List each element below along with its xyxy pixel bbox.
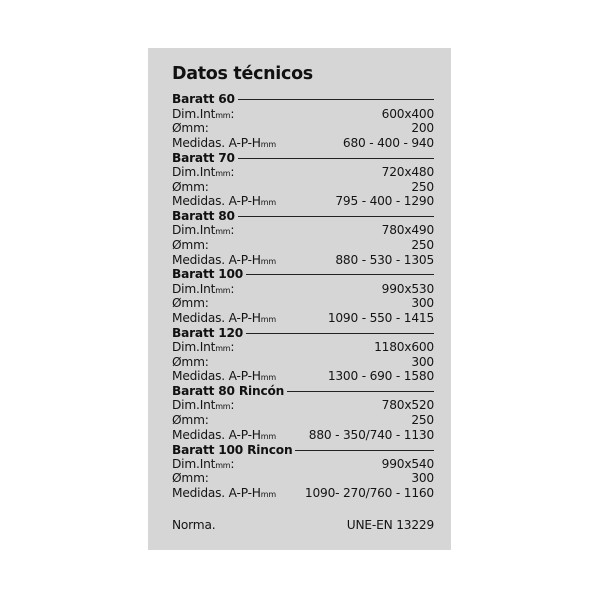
diameter-value: 300 xyxy=(411,296,434,311)
model-divider xyxy=(238,216,434,217)
measures-value: 795 - 400 - 1290 xyxy=(335,194,434,209)
diameter-row xyxy=(172,121,434,136)
model-block xyxy=(172,326,434,384)
model-block xyxy=(172,442,434,500)
norma-row xyxy=(172,518,434,532)
measures-label: Medidas. A-P-Hmm xyxy=(172,252,276,267)
measures-value: 880 - 530 - 1305 xyxy=(335,252,434,267)
diameter-row xyxy=(172,180,434,195)
model-block xyxy=(172,267,434,325)
model-block xyxy=(172,209,434,267)
model-divider xyxy=(246,333,434,334)
dim-label: Dim.Intmm: xyxy=(172,164,235,179)
diameter-row xyxy=(172,296,434,311)
dim-value: 990x540 xyxy=(381,456,434,471)
diameter-label: Ømm: xyxy=(172,471,209,486)
model-name: Baratt 70 xyxy=(172,150,235,165)
measures-value: 680 - 400 - 940 xyxy=(342,135,434,150)
dim-value: 780x520 xyxy=(381,398,434,413)
model-divider xyxy=(238,99,434,100)
diameter-value: 300 xyxy=(411,354,434,369)
dim-value: 780x490 xyxy=(381,223,434,238)
dim-label: Dim.Intmm: xyxy=(172,106,235,121)
diameter-label: Ømm: xyxy=(172,121,209,136)
dim-label: Dim.Intmm: xyxy=(172,340,235,355)
norma-label: Norma. xyxy=(172,518,216,532)
model-name: Baratt 60 xyxy=(172,92,235,107)
model-header xyxy=(172,92,434,107)
model-header xyxy=(172,384,434,399)
dim-value: 600x400 xyxy=(381,106,434,121)
measures-row xyxy=(172,369,434,384)
dim-label: Dim.Intmm: xyxy=(172,281,235,296)
measures-row xyxy=(172,136,434,151)
dim-label: Dim.Intmm: xyxy=(172,456,235,471)
dim-row xyxy=(172,457,434,472)
dim-label: Dim.Intmm: xyxy=(172,398,235,413)
measures-label: Medidas. A-P-Hmm xyxy=(172,135,276,150)
measures-label: Medidas. A-P-Hmm xyxy=(172,369,276,384)
diameter-value: 250 xyxy=(411,413,434,428)
diameter-label: Ømm: xyxy=(172,413,209,428)
measures-label: Medidas. A-P-Hmm xyxy=(172,427,276,442)
model-header xyxy=(172,150,434,165)
measures-value: 1090 - 550 - 1415 xyxy=(327,310,434,325)
measures-row xyxy=(172,486,434,501)
diameter-value: 200 xyxy=(411,121,434,136)
dim-row xyxy=(172,223,434,238)
dim-value: 990x530 xyxy=(381,281,434,296)
model-divider xyxy=(238,158,434,159)
diameter-value: 250 xyxy=(411,237,434,252)
model-header xyxy=(172,267,434,282)
model-name: Baratt 100 xyxy=(172,267,244,282)
model-divider xyxy=(295,450,434,451)
diameter-label: Ømm: xyxy=(172,354,209,369)
model-block xyxy=(172,150,434,208)
diameter-value: 300 xyxy=(411,471,434,486)
diameter-row xyxy=(172,413,434,428)
dim-row xyxy=(172,107,434,122)
measures-label: Medidas. A-P-Hmm xyxy=(172,194,276,209)
measures-row xyxy=(172,194,434,209)
model-name: Baratt 80 xyxy=(172,209,235,224)
model-divider xyxy=(287,391,434,392)
diameter-label: Ømm: xyxy=(172,179,209,194)
technical-data-card xyxy=(148,48,451,550)
measures-label: Medidas. A-P-Hmm xyxy=(172,310,276,325)
measures-value: 1090- 270/760 - 1160 xyxy=(304,486,434,501)
model-header xyxy=(172,442,434,457)
dim-value: 1180x600 xyxy=(374,340,434,355)
measures-value: 1300 - 690 - 1580 xyxy=(327,369,434,384)
measures-row xyxy=(172,253,434,268)
model-spec-list xyxy=(172,92,434,501)
section-title: Datos técnicos xyxy=(172,64,313,84)
diameter-value: 250 xyxy=(411,179,434,194)
diameter-row xyxy=(172,471,434,486)
model-block xyxy=(172,92,434,150)
diameter-label: Ømm: xyxy=(172,237,209,252)
model-divider xyxy=(246,274,434,275)
measures-label: Medidas. A-P-Hmm xyxy=(172,486,276,501)
measures-row xyxy=(172,428,434,443)
dim-row xyxy=(172,282,434,297)
model-name: Baratt 100 Rincon xyxy=(172,442,293,457)
model-name: Baratt 80 Rincón xyxy=(172,384,285,399)
model-name: Baratt 120 xyxy=(172,325,244,340)
dim-value: 720x480 xyxy=(381,164,434,179)
dim-row xyxy=(172,340,434,355)
diameter-row xyxy=(172,238,434,253)
diameter-row xyxy=(172,355,434,370)
model-header xyxy=(172,209,434,224)
norma-value: UNE-EN 13229 xyxy=(346,518,434,532)
model-block xyxy=(172,384,434,442)
model-header xyxy=(172,326,434,341)
measures-row xyxy=(172,311,434,326)
dim-row xyxy=(172,398,434,413)
dim-label: Dim.Intmm: xyxy=(172,223,235,238)
measures-value: 880 - 350/740 - 1130 xyxy=(308,427,434,442)
dim-row xyxy=(172,165,434,180)
diameter-label: Ømm: xyxy=(172,296,209,311)
